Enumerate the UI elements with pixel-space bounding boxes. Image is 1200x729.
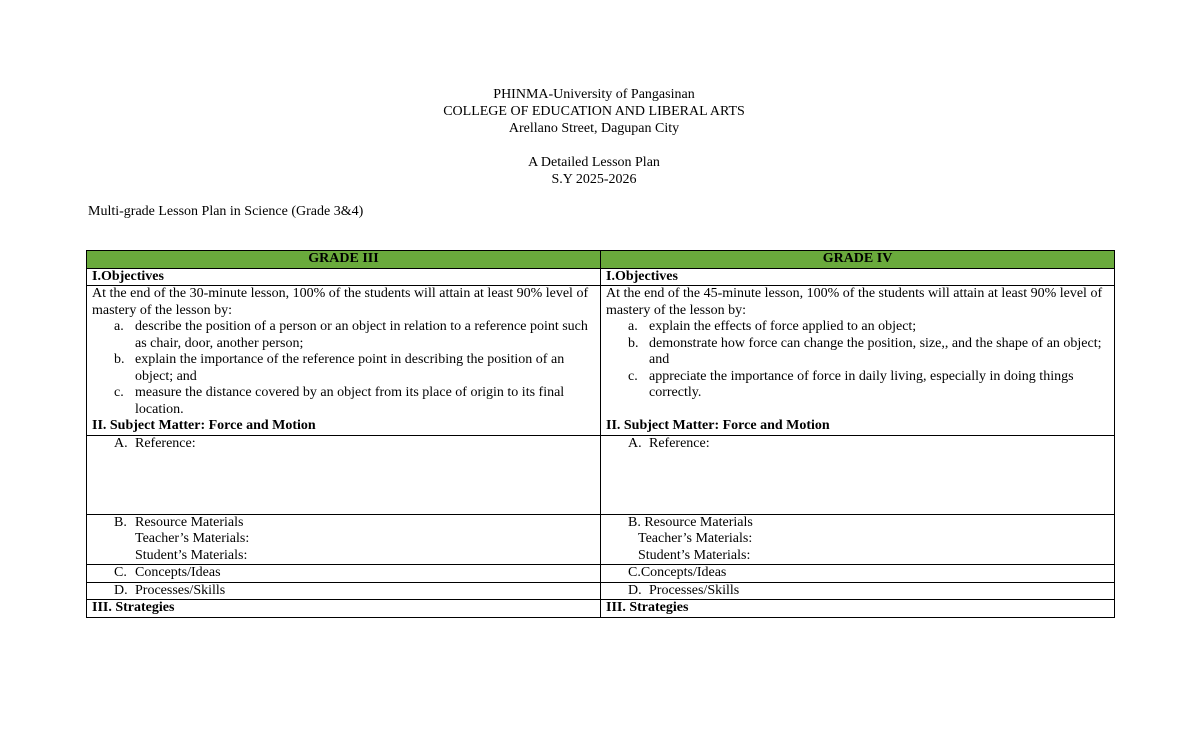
- grade3-objectives-heading: I.Objectives: [87, 268, 601, 286]
- list-item: c. measure the distance covered by an object from its place of origin to its final location.: [114, 385, 565, 417]
- grade4-objectives-list: [606, 319, 1109, 402]
- grade4-concepts-cell: [601, 565, 1115, 583]
- grade4-resource-cell: [601, 514, 1115, 565]
- list-item: b. explain the importance of the reference point in describing the position of an object; and: [114, 352, 565, 384]
- grade4-teachers-materials: Teacher’s Materials:: [638, 531, 753, 546]
- grade4-objectives-cell: [601, 286, 1115, 436]
- grade4-reference-cell: A. Reference:: [601, 435, 1115, 514]
- grade4-students-materials: Student’s Materials:: [638, 547, 751, 563]
- grade4-objectives-intro: At the end of the 45-minute lesson, 100% of the students will attain at least 90% level of mastery of the lesson by:: [606, 286, 1103, 318]
- grade4-reference-label: Reference:: [649, 435, 710, 451]
- grade3-students-materials: Student’s Materials:: [135, 547, 248, 563]
- grade3-processes-label: Processes/Skills: [135, 582, 226, 598]
- grade4-subject-matter: II. Subject Matter: Force and Motion: [606, 417, 830, 433]
- list-item: b. demonstrate how force can change the position, size,, and the shape of an object; and: [628, 335, 1102, 367]
- list-item: c. appreciate the importance of force in daily living, especially in doing things correctly.: [628, 368, 1074, 400]
- address: Arellano Street, Dagupan City: [508, 121, 680, 136]
- grade3-objectives-intro: At the end of the 30-minute lesson, 100% of the students will attain at least 90% level of mastery of the lesson by:: [92, 286, 589, 318]
- university-name: PHINMA-University of Pangasinan: [493, 87, 695, 102]
- grade3-subject-matter: II. Subject Matter: Force and Motion: [92, 418, 316, 433]
- list-item: a. describe the position of a person or an object in relation to a reference point such as chair, door, another person;: [114, 319, 588, 351]
- grade4-header: GRADE IV: [601, 251, 1115, 269]
- grade4-processes-cell: D. Processes/Skills: [601, 582, 1115, 600]
- grade3-resource-label: Resource Materials: [135, 514, 244, 530]
- grade3-reference-label: Reference:: [135, 435, 196, 451]
- grade3-objectives-cell: [87, 286, 601, 436]
- lesson-plan-subtitle: Multi-grade Lesson Plan in Science (Grade 3&4): [88, 204, 364, 219]
- list-item: a. explain the effects of force applied to an object;: [628, 319, 917, 334]
- school-year: S.Y 2025-2026: [551, 172, 637, 187]
- grade3-strategies: III. Strategies: [87, 600, 601, 618]
- document-header: [0, 86, 1188, 188]
- grade4-strategies: III. Strategies: [601, 600, 1115, 618]
- grade3-processes-cell: D. Processes/Skills: [87, 582, 601, 600]
- grade3-header: GRADE III: [87, 251, 601, 269]
- college-name: COLLEGE OF EDUCATION AND LIBERAL ARTS: [443, 104, 745, 119]
- grade3-concepts-label: Concepts/Ideas: [135, 565, 221, 580]
- grade3-resource-cell: B. Resource Materials Teacher’s Materials: Student’s Materials:: [87, 514, 601, 565]
- plan-title: A Detailed Lesson Plan: [528, 155, 660, 170]
- grade4-concepts-label: C.Concepts/Ideas: [628, 565, 727, 580]
- grade3-objectives-list: [92, 319, 595, 418]
- grade3-concepts-cell: C. Concepts/Ideas: [87, 565, 601, 583]
- grade4-objectives-heading: I.Objectives: [601, 268, 1115, 286]
- grade4-processes-label: Processes/Skills: [649, 582, 740, 598]
- grade4-resource-label: B. Resource Materials: [628, 514, 753, 530]
- grade3-teachers-materials: Teacher’s Materials:: [135, 531, 250, 546]
- lesson-plan-table: [86, 250, 1115, 618]
- grade3-reference-cell: A. Reference:: [87, 435, 601, 514]
